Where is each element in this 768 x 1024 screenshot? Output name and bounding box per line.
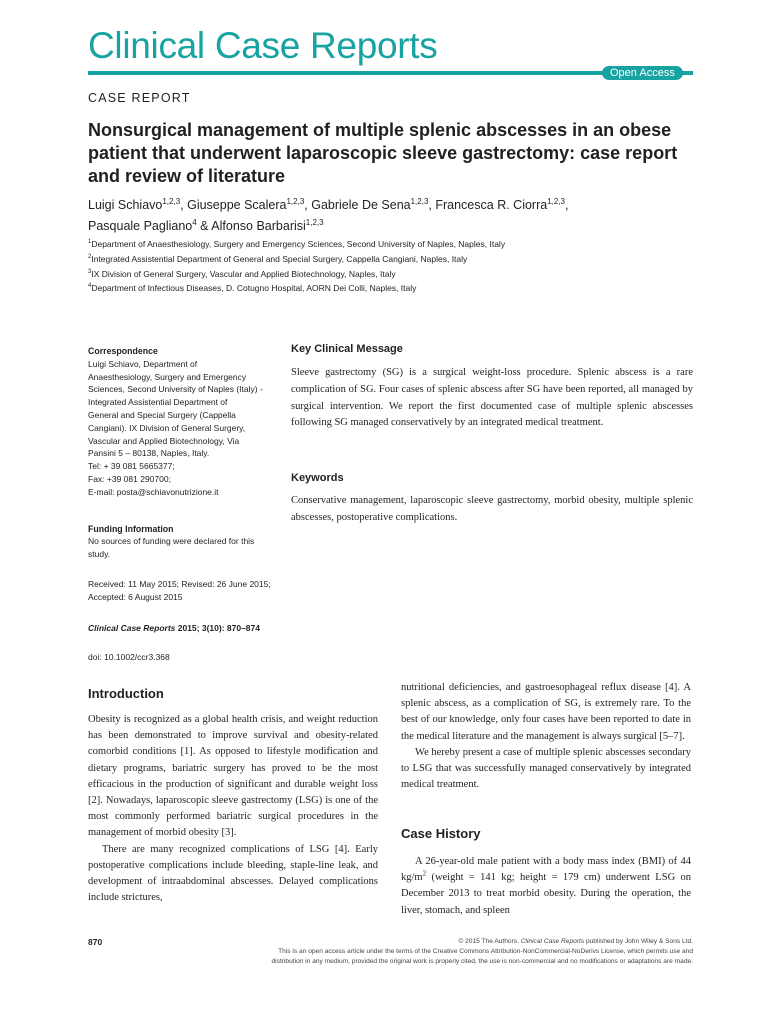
- author-affiliation-marker: 1,2,3: [410, 197, 429, 206]
- affiliation-text: Integrated Assistential Department of General and Special Surgery, Cappella Cangiani, Naples, Italy: [91, 253, 468, 264]
- author-name: Francesca R. Ciorra: [435, 198, 548, 213]
- key-clinical-text: Sleeve gastrectomy (SG) is a surgical weight-loss procedure. Splenic abscess is a rare complication of SG. Four cases of splenic abscess after SG have been reported, all managed by surgical intervention. We report the first documented case of multiple splenic abscesses following SG managed conservatively by an integrated medical treatment.: [291, 367, 693, 429]
- affiliation-item: [88, 251, 688, 266]
- copyright-b: published by John Wiley & Sons Ltd.: [584, 938, 693, 945]
- affiliation-text: IX Division of General Surgery, Vascular and Applied Biotechnology, Naples, Italy: [91, 268, 396, 279]
- correspondence-line: Luigi Schiavo, Department of: [88, 358, 198, 369]
- intro-paragraph-1: Obesity is recognized as a global health crisis, and weight reduction has been demonstrated to improve survival and obesity-related comorbid conditions [1]. As opposed to lifestyle modification and dietary programs, bariatric surgery has proved to be the most efficacious in the production of significant and durable weight loss [2]. Nowadays, laparoscopic sleeve gastrectomy (LSG) is one of the most commonly performed bariatric surgical procedures in the management of morbid obesity [3].: [88, 714, 378, 839]
- affiliation-list: [88, 236, 688, 295]
- page-number: 870: [88, 937, 103, 947]
- right-column-intro: [401, 680, 691, 793]
- author-name: Alfonso Barbarisi: [211, 219, 306, 234]
- keywords-heading: Keywords: [291, 472, 344, 484]
- correspondence-line: General and Special Surgery (Cappella: [88, 409, 236, 420]
- correspondence-line: Fax: +39 081 290700;: [88, 473, 171, 484]
- affiliation-number: 3: [88, 268, 92, 275]
- affiliation-text: Department of Anaesthesiology, Surgery and Emergency Sciences, Second University of Naples, Naples, Italy: [91, 238, 506, 249]
- affiliation-number: 4: [88, 283, 92, 290]
- author-name: Gabriele De Sena: [311, 198, 411, 213]
- received-dates: Received: 11 May 2015; Revised: 26 June 2015; Accepted: 6 August 2015: [88, 578, 271, 602]
- correspondence-line: E-mail: posta@schiavonutrizione.it: [88, 486, 219, 497]
- intro-paragraph-2: There are many recognized complications of LSG [4]. Early postoperative complications include bleeding, staple-line leak, and development of intraabdominal abscesses. Delayed complications include strictures,: [88, 843, 378, 904]
- citation-volume: 2015; 3(10): 870–874: [175, 622, 260, 633]
- author-name: Giuseppe Scalera: [187, 198, 287, 213]
- footer-license: [120, 937, 693, 967]
- funding-text: No sources of funding were declared for this study.: [88, 536, 255, 560]
- correspondence-line: Tel: + 39 081 5665377;: [88, 461, 175, 472]
- case-text-b: (weight = 141 kg; height = 179 cm) underwent LSG on December 2013 to treat morbid obesity. During the operation, the liver, stomach, and spleen: [401, 872, 691, 916]
- article-title: Nonsurgical management of multiple splenic abscesses in an obese patient that underwent laparoscopic sleeve gastrectomy: case report and review of literature: [88, 120, 678, 186]
- correspondence-line: Anaesthesiology, Surgery and Emergency: [88, 371, 247, 382]
- doi: doi: 10.1002/ccr3.368: [88, 652, 170, 663]
- author-affiliation-marker: 1,2,3: [547, 197, 565, 206]
- license-line-1: This is an open access article under the terms of the Creative Commons Attribution-NonCommercial-NoDerivs License, which permits use and: [278, 948, 693, 955]
- affiliation-text: Department of Infectious Diseases, D. Cotugno Hospital, AORN Dei Colli, Naples, Italy: [91, 283, 417, 294]
- citation-journal: Clinical Case Reports: [88, 622, 176, 633]
- key-clinical-heading: Key Clinical Message: [291, 343, 403, 355]
- license-line-2: distribution in any medium, provided the original work is properly cited, the use is non-commercial and no modifications or adaptations are made.: [271, 958, 693, 965]
- author-affiliation-marker: 1,2,3: [286, 197, 305, 206]
- article-info-sidebar: [88, 345, 278, 664]
- affiliation-item: [88, 236, 688, 251]
- author-affiliation-marker: 1,2,3: [162, 197, 181, 206]
- case-history-heading: Case History: [401, 826, 481, 841]
- correspondence-address: [88, 358, 278, 499]
- citation: [88, 622, 278, 635]
- case-history-text: [401, 854, 691, 919]
- affiliation-number: 2: [88, 253, 92, 260]
- intro-paragraph-3: nutritional deficiencies, and gastroesophageal reflux disease [4]. A splenic abscess, as a complication of SG, is extremely rare. To the best of our knowledge, only four cases have been reported to date in the medical literature and the management is always surgical [5–7].: [401, 682, 691, 742]
- left-column: [88, 712, 378, 906]
- correspondence-line: Cangiani). IX Division of General Surgery,: [88, 422, 246, 433]
- correspondence-line: Pansini 5 – 80138, Naples, Italy.: [88, 448, 210, 459]
- author-affiliation-marker: 4: [192, 218, 197, 228]
- correspondence-line: Vascular and Applied Biotechnology, Via: [88, 435, 240, 446]
- author-list: Luigi Schiavo$^{1,2,3}$, Giuseppe Scalera$^{1,2,3}$, Gabriele De Sena$^{1,2,3}$, Francesca R. Ciorra$^{1,2,3}$, Pasquale Pagliano$^4$ & Alfonso Barbarisi$^{1,2,3}$: [88, 197, 569, 234]
- copyright-journal: Clinical Case Reports: [520, 938, 585, 945]
- affiliation-item: [88, 280, 688, 295]
- author-name: Pasquale Pagliano: [88, 219, 193, 234]
- funding-heading: Funding Information: [88, 523, 174, 534]
- case-paragraph-1: [401, 854, 691, 919]
- author-name: Luigi Schiavo: [88, 198, 163, 213]
- copyright-a: © 2015 The Authors.: [458, 938, 521, 945]
- affiliation-item: [88, 266, 688, 281]
- affiliation-number: 1: [88, 239, 92, 245]
- intro-paragraph-4: We hereby present a case of multiple splenic abscesses secondary to LSG that was successfully managed conservatively by integrated medical treatment.: [401, 746, 691, 791]
- case-superscript: 2: [422, 869, 427, 878]
- copyright-line: [120, 937, 693, 947]
- correspondence-heading: Correspondence: [88, 346, 158, 356]
- keywords-text: Conservative management, laparoscopic sleeve gastrectomy, morbid obesity, multiple splenic abscesses, postoperative complications.: [291, 495, 693, 523]
- open-access-badge: Open Access: [602, 66, 683, 80]
- article-type: CASE REPORT: [88, 91, 191, 105]
- author-affiliation-marker: 1,2,3: [305, 218, 324, 228]
- case-text-a: A 26-year-old male patient with a body mass index (BMI) of 44 kg/m: [401, 856, 691, 884]
- introduction-heading: Introduction: [88, 686, 164, 701]
- journal-title: Clinical Case Reports: [88, 25, 438, 66]
- correspondence-line: Integrated Assistential Department of: [88, 397, 228, 408]
- correspondence-line: Sciences, Second University of Naples (Italy) -: [88, 384, 263, 395]
